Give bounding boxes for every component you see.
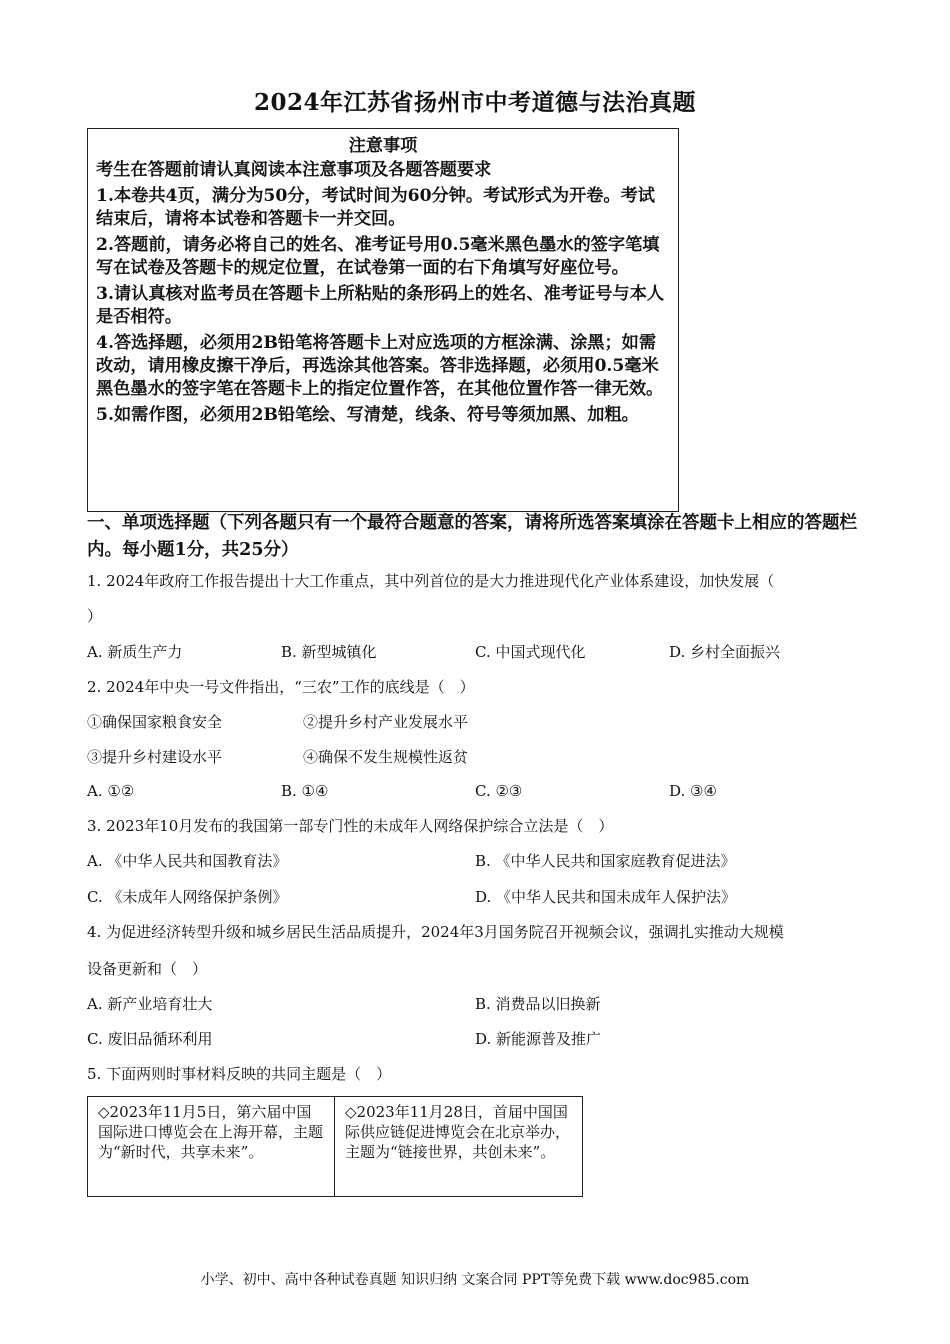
q2-item-3: ③提升乡村建设水平 — [87, 748, 223, 766]
notice-item-2: 2.答题前，请务必将自己的姓名、准考证号用0.5毫米黑色墨水的签字笔填写在试卷及答题卡的规定位置，在试卷第一面的右下角填写好座位号。 — [96, 235, 660, 278]
q1-option-b: B. 新型城镇化 — [281, 643, 377, 661]
notice-item-3: 3.请认真核对监考员在答题卡上所粘贴的条形码上的姓名、准考证号与本人是否相符。 — [96, 284, 664, 327]
q5-stem: 5. 下面两则时事材料反映的共同主题是（ ） — [87, 1065, 392, 1083]
notice-box — [87, 128, 679, 512]
q3-option-a: A. 《中华人民共和国教育法》 — [87, 852, 288, 870]
q2-item-4: ④确保不发生规模性返贫 — [303, 748, 469, 766]
q1-option-c: C. 中国式现代化 — [475, 643, 586, 661]
page-footer: 小学、初中、高中各种试卷真题 知识归纳 文案合同 PPT等免费下载 www.doc985.com — [200, 1272, 750, 1288]
q2-item-2: ②提升乡村产业发展水平 — [303, 713, 469, 731]
q1-option-a: A. 新质生产力 — [87, 643, 183, 661]
q2-item-1: ①确保国家粮食安全 — [87, 713, 223, 731]
notice-heading: 注意事项 — [348, 136, 418, 156]
q1-stem: 1. 2024年政府工作报告提出十大工作重点，其中列首位的是大力推进现代化产业体系建设，加快发展（ — [87, 572, 775, 590]
q4-stem-cont: 设备更新和（ ） — [87, 960, 208, 978]
q1-stem-cont: ） — [87, 607, 103, 625]
q2-option-b: B. ①④ — [281, 782, 329, 800]
q2-stem: 2. 2024年中央一号文件指出，“三农”工作的底线是（ ） — [87, 678, 475, 696]
q2-option-c: C. ②③ — [475, 782, 523, 800]
q3-option-d: D. 《中华人民共和国未成年人保护法》 — [475, 888, 737, 906]
q3-stem: 3. 2023年10月发布的我国第一部专门性的未成年人网络保护综合立法是（ ） — [87, 817, 614, 835]
notice-item-4: 4.答选择题，必须用2B铅笔将答题卡上对应选项的方框涂满、涂黑；如需改动，请用橡皮擦干净后，再选涂其他答案。答非选择题，必须用0.5毫米黑色墨水的签字笔在答题卡上的指定位置作答，在其他位置作答一律无效。 — [96, 333, 664, 399]
q4-option-d: D. 新能源普及推广 — [475, 1030, 602, 1048]
section-heading: 一、单项选择题（下列各题只有一个最符合题意的答案，请将所选答案填涂在答题卡上相应的答题栏内。每小题1分，共25分） — [87, 513, 857, 560]
q2-option-d: D. ③④ — [669, 782, 717, 800]
q5-material-2: ◇2023年11月28日，首届中国国际供应链促进博览会在北京举办，主题为“链接世界，共创未来”。 — [345, 1103, 571, 1161]
notice-intro: 考生在答题前请认真阅读本注意事项及各题答题要求 — [96, 160, 492, 180]
page-title: 2024年江苏省扬州市中考道德与法治真题 — [253, 89, 696, 116]
q5-material-1: ◇2023年11月5日，第六届中国国际进口博览会在上海开幕，主题为“新时代，共享未来”。 — [88, 1097, 335, 1196]
q2-option-a: A. ①② — [87, 782, 135, 800]
q4-option-a: A. 新产业培育壮大 — [87, 995, 213, 1013]
q3-option-b: B. 《中华人民共和国家庭教育促进法》 — [475, 852, 736, 870]
notice-item-5: 5.如需作图，必须用2B铅笔绘、写清楚，线条、符号等须加黑、加粗。 — [96, 405, 639, 425]
q4-option-c: C. 废旧品循环利用 — [87, 1030, 213, 1048]
q4-option-b: B. 消费品以旧换新 — [475, 995, 601, 1013]
q3-option-c: C. 《未成年人网络保护条例》 — [87, 888, 288, 906]
q4-stem: 4. 为促进经济转型升级和城乡居民生活品质提升，2024年3月国务院召开视频会议，强调扎实推动大规模 — [87, 923, 784, 941]
q1-option-d: D. 乡村全面振兴 — [669, 643, 781, 661]
q5-material-table — [87, 1096, 583, 1197]
notice-item-1: 1.本卷共4页，满分为50分，考试时间为60分钟。考试形式为开卷。考试结束后，请将本试卷和答题卡一并交回。 — [96, 186, 655, 229]
